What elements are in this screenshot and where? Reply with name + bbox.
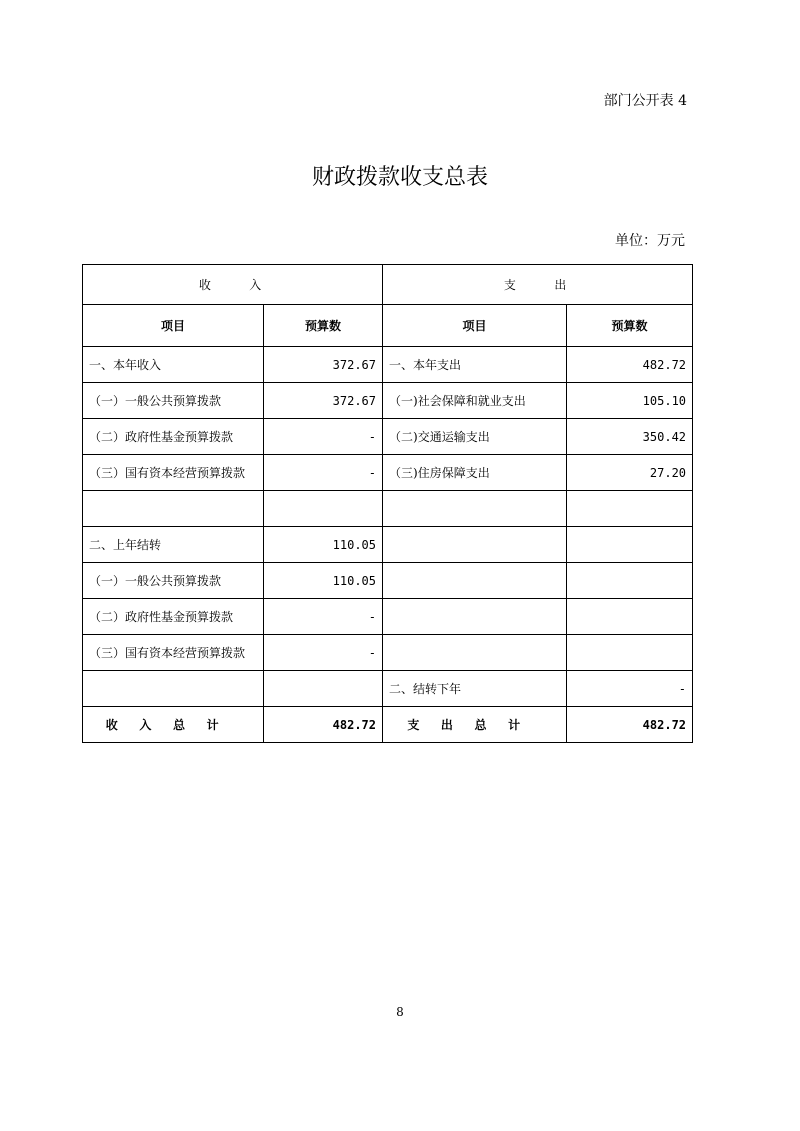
expense-item-cell: （一)社会保障和就业支出	[383, 383, 567, 419]
income-item-cell: （一）一般公共预算拨款	[83, 383, 264, 419]
income-section-heading: 收 入	[83, 265, 383, 305]
income-value-cell: 110.05	[264, 527, 383, 563]
expense-item-cell	[383, 527, 567, 563]
income-value-cell	[264, 491, 383, 527]
expense-item-cell: （二)交通运输支出	[383, 419, 567, 455]
income-value-cell: 372.67	[264, 383, 383, 419]
income-item-cell: 二、上年结转	[83, 527, 264, 563]
expense-value-cell	[567, 491, 693, 527]
expense-value-cell	[567, 599, 693, 635]
expense-value-cell	[567, 635, 693, 671]
expense-section-heading: 支 出	[383, 265, 693, 305]
income-value-cell	[264, 671, 383, 707]
document-label: 部门公开表 4	[603, 93, 687, 109]
income-value-cell: -	[264, 635, 383, 671]
expense-value-cell: 105.10	[567, 383, 693, 419]
expense-item-cell	[383, 491, 567, 527]
page-number: 8	[396, 1005, 404, 1019]
expense-value-cell	[567, 563, 693, 599]
expense-total-value: 482.72	[567, 707, 693, 743]
income-item-column-header: 项目	[83, 305, 264, 347]
section-header-row	[83, 265, 693, 305]
table-row	[83, 455, 693, 491]
expense-value-cell: 27.20	[567, 455, 693, 491]
income-item-cell: （一）一般公共预算拨款	[83, 563, 264, 599]
budget-summary-table	[82, 264, 693, 743]
income-item-cell: （二）政府性基金预算拨款	[83, 419, 264, 455]
expense-value-cell: -	[567, 671, 693, 707]
expense-total-label: 支出总计	[383, 707, 567, 743]
column-header-row	[83, 305, 693, 347]
income-total-value: 482.72	[264, 707, 383, 743]
table-row	[83, 671, 693, 707]
table-row	[83, 635, 693, 671]
expense-budget-column-header: 预算数	[567, 305, 693, 347]
expense-value-cell: 350.42	[567, 419, 693, 455]
table-row	[83, 491, 693, 527]
income-item-cell: （三）国有资本经营预算拨款	[83, 455, 264, 491]
income-value-cell: 372.67	[264, 347, 383, 383]
income-budget-column-header: 预算数	[264, 305, 383, 347]
income-total-label: 收入总计	[83, 707, 264, 743]
expense-item-cell: 二、结转下年	[383, 671, 567, 707]
unit-label: 单位：万元	[615, 233, 685, 249]
table-row	[83, 383, 693, 419]
table-row	[83, 419, 693, 455]
table-row	[83, 563, 693, 599]
table-row	[83, 599, 693, 635]
expense-value-cell: 482.72	[567, 347, 693, 383]
income-item-cell: （三）国有资本经营预算拨款	[83, 635, 264, 671]
income-item-cell: 一、本年收入	[83, 347, 264, 383]
income-value-cell: -	[264, 419, 383, 455]
expense-value-cell	[567, 527, 693, 563]
income-value-cell: 110.05	[264, 563, 383, 599]
expense-item-cell	[383, 563, 567, 599]
income-item-cell: （二）政府性基金预算拨款	[83, 599, 264, 635]
income-item-cell	[83, 491, 264, 527]
table-row	[83, 527, 693, 563]
table-row	[83, 347, 693, 383]
expense-item-cell: 一、本年支出	[383, 347, 567, 383]
expense-item-column-header: 项目	[383, 305, 567, 347]
expense-item-cell	[383, 599, 567, 635]
income-value-cell: -	[264, 455, 383, 491]
expense-item-cell	[383, 635, 567, 671]
totals-row	[83, 707, 693, 743]
income-item-cell	[83, 671, 264, 707]
expense-item-cell: （三)住房保障支出	[383, 455, 567, 491]
income-value-cell: -	[264, 599, 383, 635]
page-title: 财政拨款收支总表	[311, 165, 488, 190]
